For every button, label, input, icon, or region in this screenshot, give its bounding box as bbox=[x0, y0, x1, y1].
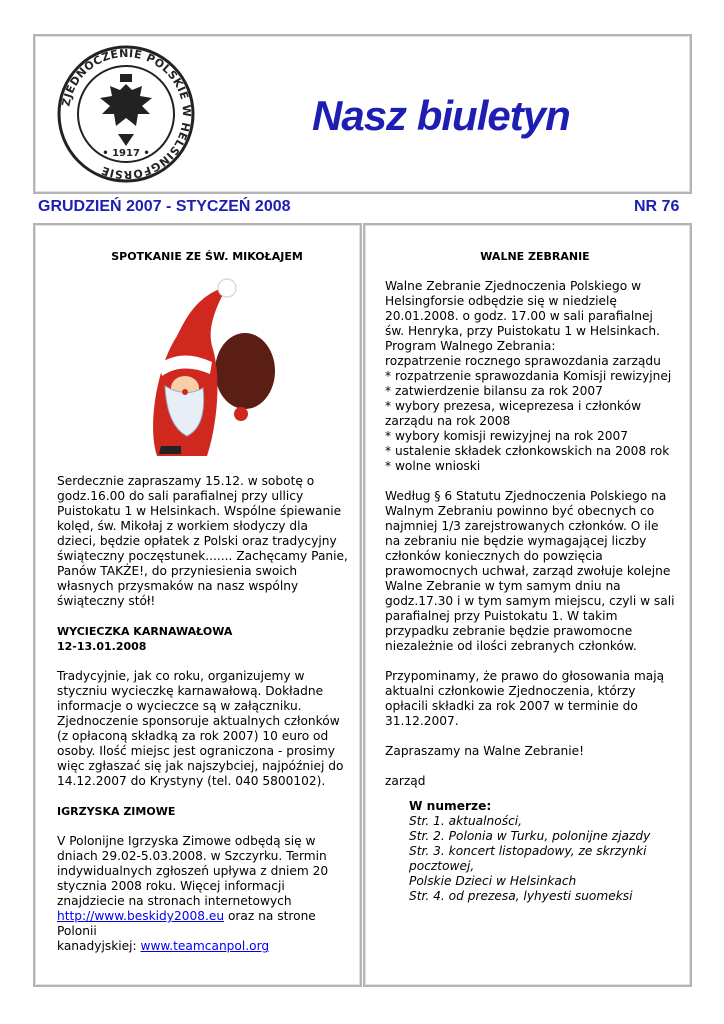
text-line: * wybory prezesa, wiceprezesa i członków bbox=[385, 399, 642, 413]
text-line: św. Henryka, przy Puistokatu 1 w Helsinkach. bbox=[385, 324, 660, 338]
eagle-icon bbox=[100, 74, 152, 146]
toc-item: Str. 3. koncert listopadowy, ze skrzynki bbox=[409, 844, 647, 858]
text-line: aktualni członkowie Zjednoczenia, którzy bbox=[385, 684, 636, 698]
toc-item: Polskie Dzieci w Helsinkach bbox=[409, 874, 577, 888]
text-line: V Polonijne Igrzyska Zimowe odbędą się w bbox=[57, 834, 316, 848]
text-line: kolęd, św. Mikołaj z workiem słodyczy dla bbox=[57, 519, 308, 533]
text-line: Zjednoczenie sponsoruje aktualnych członków bbox=[57, 714, 340, 728]
text-line: * wolne wnioski bbox=[385, 459, 481, 473]
text-line: własnych przysmaków na nasz wspólny bbox=[57, 579, 299, 593]
text-line: Walnym Zebraniu powinno być obecnych co bbox=[385, 504, 655, 518]
text-line-with-link bbox=[57, 939, 357, 954]
text-line: rozpatrzenie rocznego sprawozdania zarządu bbox=[385, 354, 661, 368]
left-column bbox=[57, 249, 357, 954]
text-line: Helsingforsie odbędzie się w niedzielę bbox=[385, 294, 617, 308]
signature: zarząd bbox=[385, 774, 426, 788]
text-line: Walne Zebranie Zjednoczenia Polskiego w bbox=[385, 279, 642, 293]
right-column bbox=[385, 249, 685, 904]
section-heading-general-meeting: WALNE ZEBRANIE bbox=[480, 250, 590, 263]
text-line: Tradycyjnie, jak co roku, organizujemy w bbox=[57, 669, 305, 683]
toc-title: W numerze: bbox=[409, 799, 492, 813]
santa-claus-illustration bbox=[137, 276, 277, 456]
text-line: * rozpatrzenie sprawozdania Komisji rewizyjnej bbox=[385, 369, 672, 383]
text-line: * zatwierdzenie bilansu za rok 2007 bbox=[385, 384, 603, 398]
text-line: zarządu na rok 2008 bbox=[385, 414, 511, 428]
text-line: najmniej 1/3 zarejstrowanych członków. O ile bbox=[385, 519, 659, 533]
toc-item: Str. 1. aktualności, bbox=[409, 814, 523, 828]
text-line: 14.12.2007 do Krystyny (tel. 040 5800102). bbox=[57, 774, 326, 788]
toc-item: Str. 2. Polonia w Turku, polonijne zjazdy bbox=[409, 829, 651, 843]
logo-ring-text: ZJEDNOCZENIE POLSKIE W HELSINGFORSIE bbox=[59, 46, 194, 182]
text-line: * ustalenie składek członkowskich na 2008 rok bbox=[385, 444, 670, 458]
text-line: Panów TAKŻE!, do przyniesienia swoich bbox=[57, 564, 298, 578]
newsletter-title: Nasz biuletyn bbox=[312, 92, 570, 139]
text-line: Puistokatu 1 w Helsinkach. Wspólne śpiewanie bbox=[57, 504, 342, 518]
winter-games-paragraph bbox=[57, 834, 357, 954]
text-line: znajdziecie na stronach internetowych bbox=[57, 894, 292, 908]
text-line: * wybory komisji rewizyjnej na rok 2007 bbox=[385, 429, 629, 443]
section-heading-trip: WYCIECZKA KARNAWAŁOWA bbox=[57, 625, 233, 638]
text-line: świąteczny stół! bbox=[57, 594, 156, 608]
text-line: niezależnie od ilości zebranych członków. bbox=[385, 639, 637, 653]
text-line: informacje o wycieczce są w załączniku. bbox=[57, 699, 302, 713]
text-line: godz.17.30 i w tym samym miejscu, czyli w sali bbox=[385, 594, 675, 608]
text-line: godz.16.00 do sali parafialnej przy ullicy bbox=[57, 489, 304, 503]
trip-paragraph bbox=[57, 669, 357, 789]
text-line: Program Walnego Zebrania: bbox=[385, 339, 556, 353]
text-line: osoby. Ilość miejsc jest ograniczona - prosimy bbox=[57, 744, 335, 758]
text-line-with-link bbox=[57, 909, 357, 924]
issue-number: NR 76 bbox=[634, 198, 680, 215]
text-line: (z opłaconą składką za rok 2007) 10 euro od bbox=[57, 729, 329, 743]
text-fragment: kanadyjskiej: bbox=[57, 939, 141, 953]
meeting-paragraph bbox=[385, 279, 685, 474]
section-heading-trip-dates: 12-13.01.2008 bbox=[57, 640, 147, 653]
text-line: przypadku zebranie będzie prawomocne bbox=[385, 624, 633, 638]
text-line: więc zgłaszać się jak najszybciej, najpóźniej do bbox=[57, 759, 344, 773]
text-line: indywidualnych zgłoszeń upływa z dniem 20 bbox=[57, 864, 329, 878]
text-line: członków koniecznych do powzięcia bbox=[385, 549, 603, 563]
organization-seal-logo bbox=[56, 44, 196, 184]
text-line: świąteczny poczęstunek....... Zachęcamy Panie, bbox=[57, 549, 348, 563]
table-of-contents bbox=[409, 799, 685, 904]
text-fragment: oraz na strone bbox=[224, 909, 316, 923]
text-line: styczniu wycieczkę karnawałową. Dokładne bbox=[57, 684, 324, 698]
teamcanpol-link[interactable]: www.teamcanpol.org bbox=[140, 939, 270, 953]
section-heading-winter-games: IGRZYSKA ZIMOWE bbox=[57, 805, 176, 818]
toc-item: pocztowej, bbox=[409, 859, 475, 873]
quorum-paragraph bbox=[385, 489, 685, 654]
invitation-line: Zapraszamy na Walne Zebranie! bbox=[385, 744, 585, 758]
text-line: stycznia 2008 roku. Więcej informacji bbox=[57, 879, 285, 893]
issue-date: GRUDZIEŃ 2007 - STYCZEŃ 2008 bbox=[38, 198, 291, 215]
text-line: Walne Zebranie w tym samym dniu na bbox=[385, 579, 621, 593]
text-line: dniach 29.02-5.03.2008. w Szczyrku. Termin bbox=[57, 849, 327, 863]
text-line: na zebraniu nie będzie wymagającej liczby bbox=[385, 534, 647, 548]
text-line: Serdecznie zapraszamy 15.12. w sobotę o bbox=[57, 474, 315, 488]
text-line: parafialnej przy Puistokatu 1. W takim bbox=[385, 609, 618, 623]
text-line: 20.01.2008. o godz. 17.00 w sali parafialnej bbox=[385, 309, 653, 323]
voting-paragraph bbox=[385, 669, 685, 729]
text-line: Według § 6 Statutu Zjednoczenia Polskiego na bbox=[385, 489, 667, 503]
text-line: 31.12.2007. bbox=[385, 714, 459, 728]
santa-paragraph bbox=[57, 474, 357, 609]
toc-item: Str. 4. od prezesa, lyhyesti suomeksi bbox=[409, 889, 633, 903]
text-line: prawomocnych uchwał, zarząd zwołuje kolejne bbox=[385, 564, 671, 578]
text-line: Przypominamy, że prawo do głosowania mają bbox=[385, 669, 665, 683]
text-line: dzieci, będzie opłatek z Polski oraz tradycyjny bbox=[57, 534, 337, 548]
beskidy-link[interactable]: http://www.beskidy2008.eu bbox=[57, 909, 225, 923]
section-heading-santa: SPOTKANIE ZE ŚW. MIKOŁAJEM bbox=[111, 250, 303, 263]
logo-year: • 1917 • bbox=[102, 148, 150, 159]
text-line: Polonii bbox=[57, 924, 97, 938]
text-line: opłacili składki za rok 2007 w terminie do bbox=[385, 699, 638, 713]
